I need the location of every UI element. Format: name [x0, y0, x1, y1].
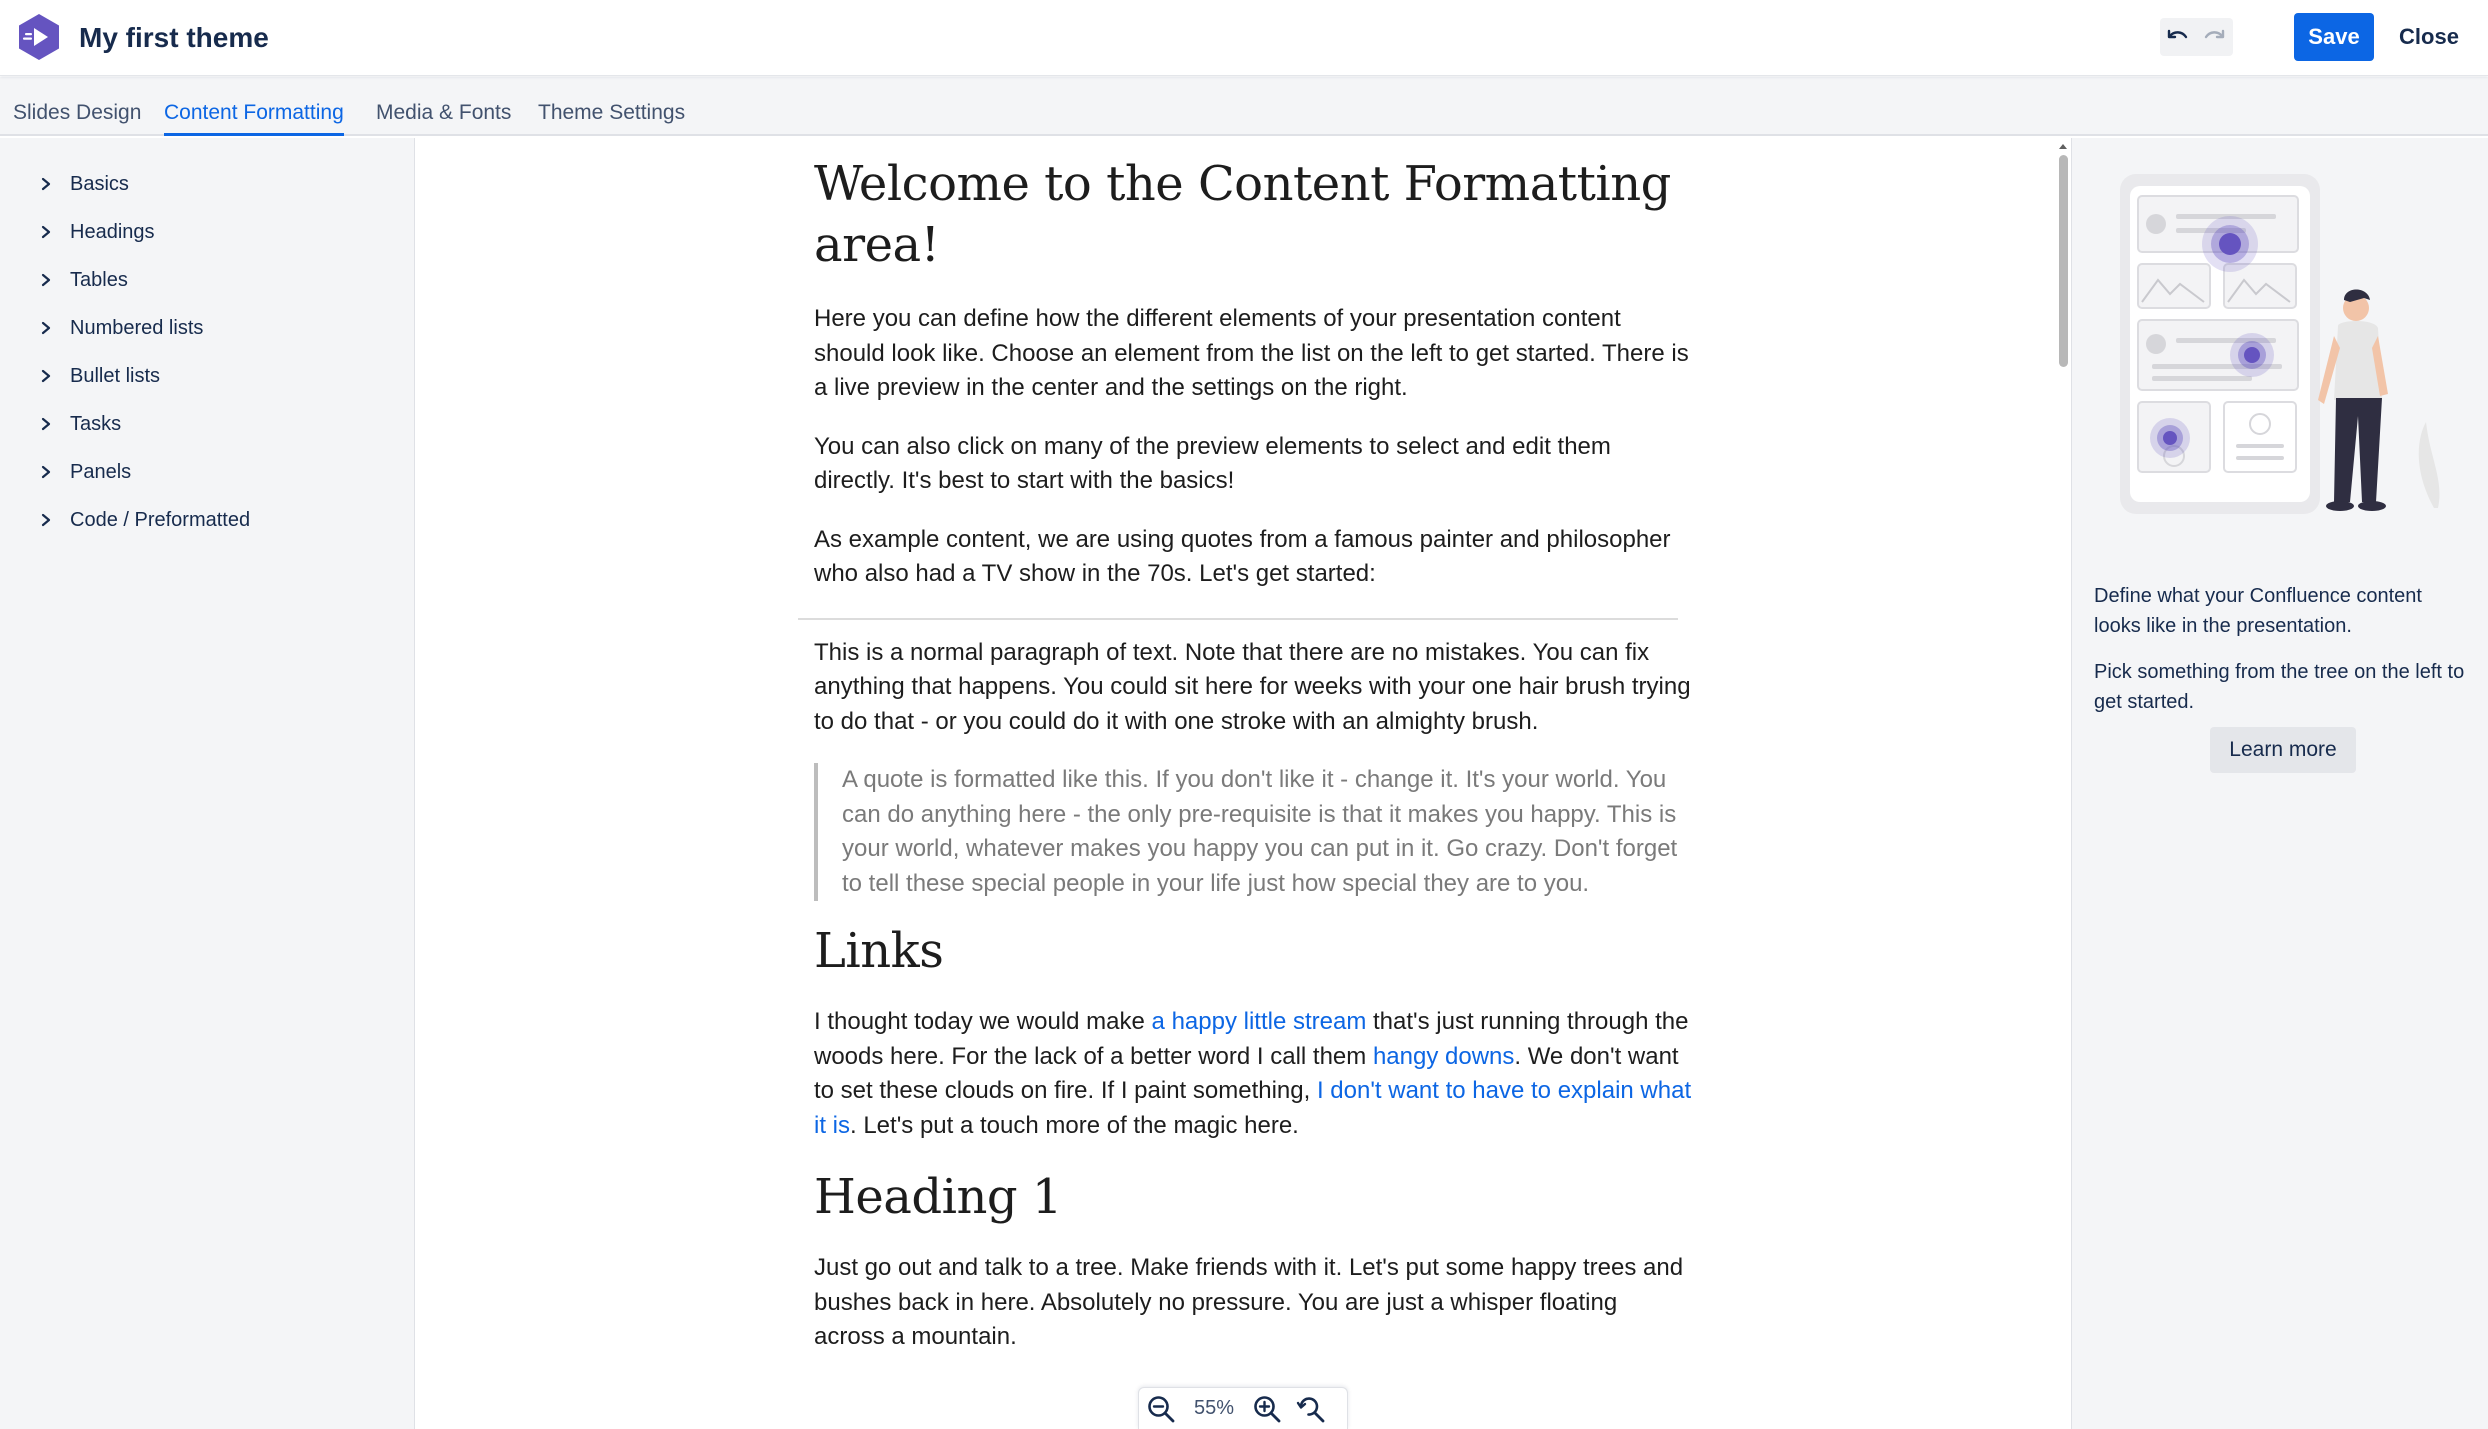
tree-item-label: Headings — [70, 220, 155, 243]
link-hangy-downs[interactable]: hangy downs — [1372, 1042, 1515, 1070]
heading-1[interactable]: Heading 1 — [814, 1169, 1062, 1225]
tree-item-bullet-lists[interactable] — [36, 358, 160, 394]
links-paragraph[interactable] — [814, 1005, 1694, 1143]
app-header — [0, 0, 2488, 76]
tab-media-fonts[interactable]: Media & Fonts — [376, 101, 512, 124]
blockquote[interactable]: A quote is formatted like this. If you don't like it - change it. It's your world. You can do anything here - the only pre-requisite is that it makes you happy. This is your world, whatever makes you happy you can put in it. Go crazy. Don't forget to tell these special people in your life just how special they are to you. — [814, 763, 1694, 901]
chevron-right-icon — [36, 414, 56, 434]
tree-item-label: Bullet lists — [70, 364, 161, 387]
tree-item-panels[interactable] — [36, 454, 131, 490]
heading-1-paragraph[interactable]: Just go out and talk to a tree. Make friends with it. Let's put some happy trees and bushes back in here. Absolutely no pressure. You are just a whisper floating across a mountain. — [814, 1254, 1684, 1350]
links-text-4: . Let's put a touch more of the magic here. — [850, 1111, 1299, 1139]
zoom-out-icon — [1146, 1394, 1176, 1424]
links-text-3: . We don't want to set these clouds on fire. If I paint something, — [814, 1042, 1679, 1104]
undo-icon — [2166, 27, 2190, 47]
zoom-reset-button[interactable] — [1289, 1388, 1333, 1429]
chevron-right-icon — [36, 462, 56, 482]
preview-title[interactable]: Welcome to the Content Formatting area! — [814, 156, 1671, 273]
tree-item-code-preformatted[interactable] — [36, 502, 250, 538]
links-text-2: that's just running through the woods here. For the lack of a better word I call them — [814, 1008, 1689, 1070]
tab-theme-settings[interactable]: Theme Settings — [538, 101, 686, 124]
links-heading[interactable]: Links — [814, 923, 944, 979]
settings-panel — [2071, 138, 2488, 1429]
chevron-right-icon — [36, 510, 56, 530]
normal-paragraph[interactable]: This is a normal paragraph of text. Note that there are no mistakes. You can fix anything that happens. You could sit here for weeks with your one hair brush trying to do that - or you could do it with one stroke with an almighty brush. — [814, 638, 1691, 735]
tree-item-label: Code / Preformatted — [70, 508, 251, 531]
tree-item-basics[interactable] — [36, 166, 129, 202]
close-button[interactable]: Close — [2392, 13, 2466, 61]
chevron-right-icon — [36, 318, 56, 338]
learn-more-button[interactable]: Learn more — [2210, 727, 2356, 773]
panel-description-2: Pick something from the tree on the left to get started. — [2094, 661, 2465, 713]
chevron-right-icon — [36, 366, 56, 386]
tree-item-label: Panels — [70, 460, 132, 483]
redo-button[interactable] — [2196, 18, 2232, 56]
zoom-out-button[interactable] — [1139, 1388, 1183, 1429]
horizontal-rule[interactable] — [798, 618, 1678, 620]
tree-item-label: Tasks — [70, 412, 122, 435]
content-formatting-illustration — [2112, 168, 2452, 588]
zoom-in-button[interactable] — [1245, 1388, 1289, 1429]
tab-bar — [0, 77, 2488, 136]
zoom-in-icon — [1252, 1394, 1282, 1424]
undo-button[interactable] — [2160, 18, 2196, 56]
tab-content-formatting[interactable]: Content Formatting — [164, 99, 344, 136]
intro-paragraph-2[interactable]: You can also click on many of the preview elements to select and edit them directly. It's best to start with the basics! — [814, 432, 1611, 494]
scroll-up-arrow-icon[interactable] — [2057, 140, 2069, 152]
tree-item-label: Tables — [70, 268, 128, 291]
panel-description-1: Define what your Confluence content looks like in the presentation. — [2094, 585, 2422, 637]
save-button[interactable]: Save — [2294, 13, 2374, 61]
redo-icon — [2202, 27, 2226, 47]
live-preview — [416, 138, 2070, 1429]
tree-item-tasks[interactable] — [36, 406, 121, 442]
tab-slides-design[interactable]: Slides Design — [13, 101, 142, 124]
zoom-controls — [1138, 1387, 1348, 1429]
tree-item-label: Numbered lists — [70, 316, 204, 339]
intro-paragraph-1[interactable]: Here you can define how the different elements of your presentation content should look like. Choose an element from the list on the left to get started. There is a live preview in the center and the settings on the right. — [814, 305, 1689, 401]
chevron-right-icon — [36, 270, 56, 290]
tree-item-tables[interactable] — [36, 262, 128, 298]
chevron-right-icon — [36, 222, 56, 242]
element-tree-sidebar — [0, 138, 415, 1429]
link-explain-what-it-is[interactable]: I don't want to have to explain what it is — [814, 1077, 1692, 1139]
theme-title: My first theme — [79, 22, 269, 53]
tree-item-numbered-lists[interactable] — [36, 310, 203, 346]
zoom-level: 55% — [1193, 1397, 1235, 1419]
tree-item-label: Basics — [70, 172, 129, 195]
links-text-1: I thought today we would make — [814, 1008, 1152, 1035]
scrollbar-thumb[interactable] — [2059, 155, 2068, 367]
preview-content — [814, 154, 1694, 1379]
app-logo-icon — [14, 12, 64, 62]
link-happy-little-stream[interactable]: a happy little stream — [1151, 1008, 1367, 1035]
tree-item-headings[interactable] — [36, 214, 155, 250]
chevron-right-icon — [36, 174, 56, 194]
zoom-reset-icon — [1296, 1394, 1326, 1424]
undo-redo-group — [2160, 18, 2233, 56]
intro-paragraph-3[interactable]: As example content, we are using quotes from a famous painter and philosopher who also had a TV show in the 70s. Let's get started: — [814, 525, 1671, 587]
